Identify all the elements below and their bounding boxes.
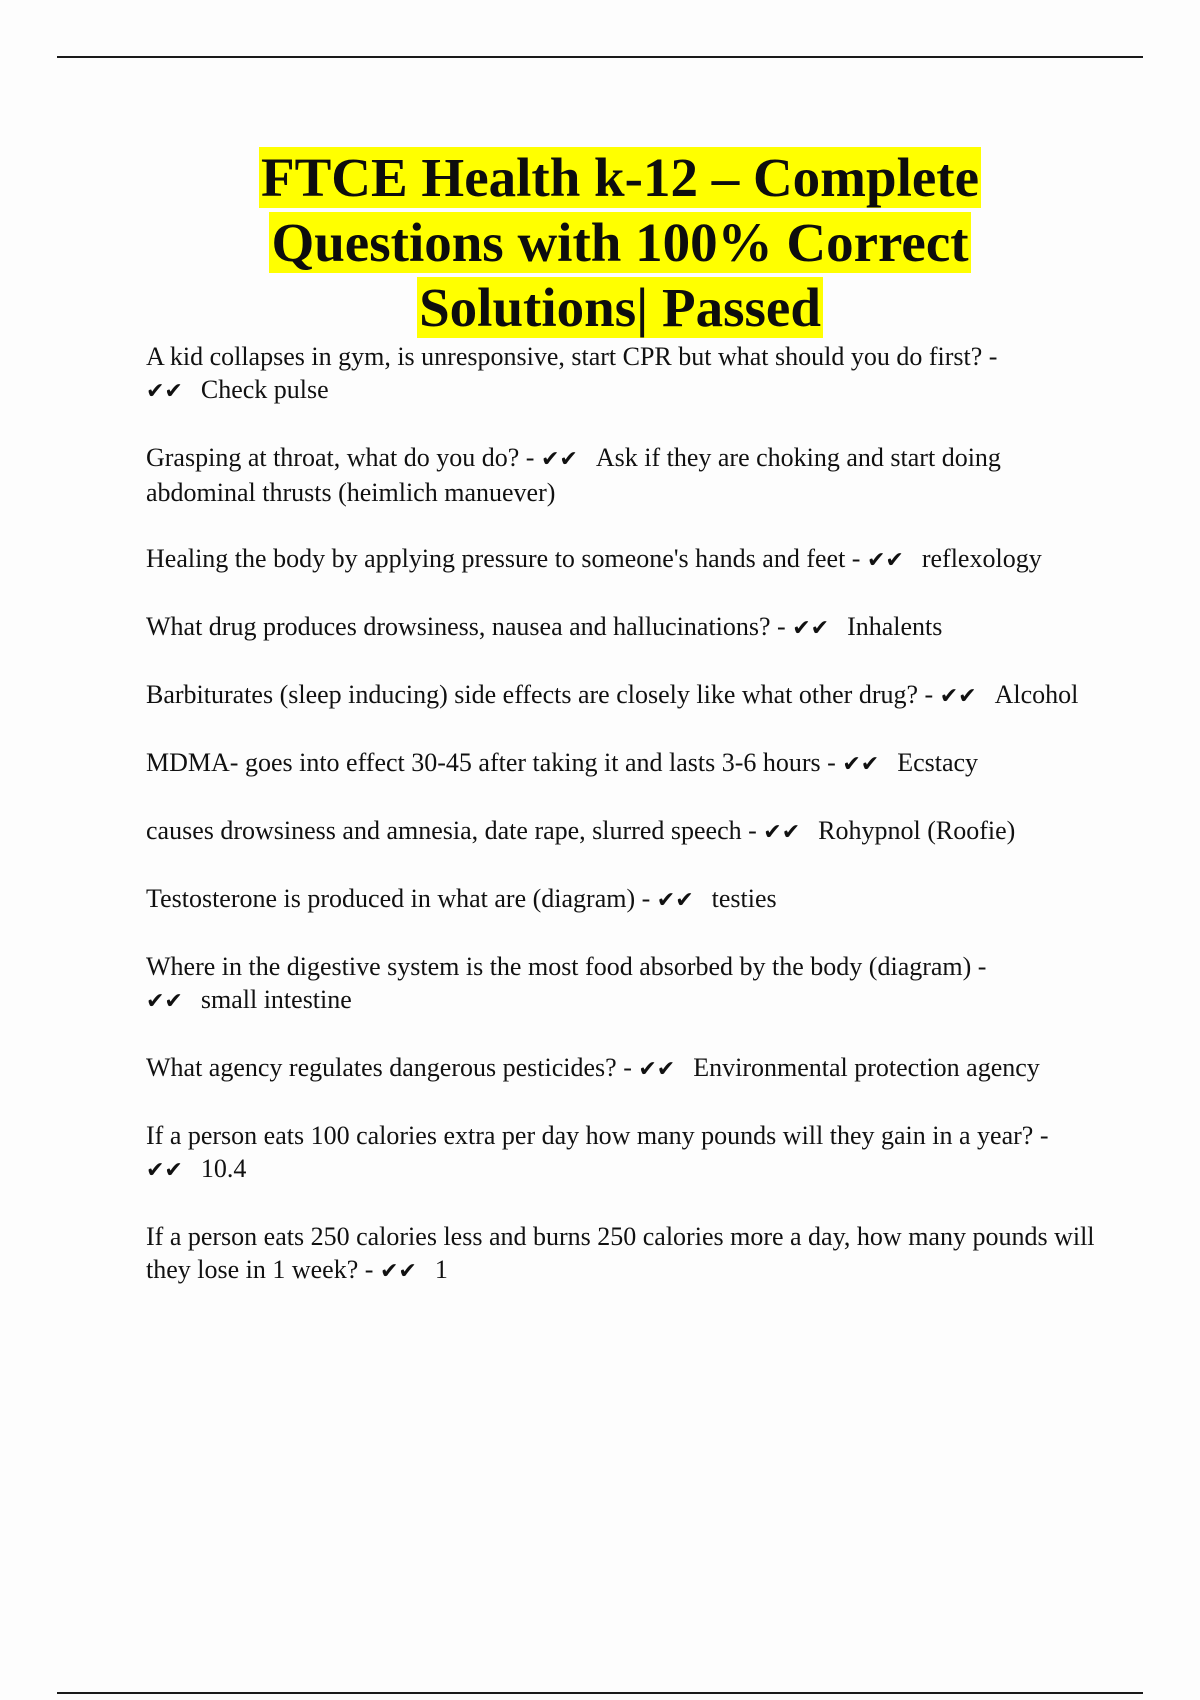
- qa-item: [146, 1119, 1096, 1187]
- page-title: [160, 145, 1080, 340]
- answer-text: Alcohol: [994, 680, 1079, 709]
- check-mark-icon: ✔✔: [866, 548, 904, 573]
- check-mark-icon: ✔✔: [763, 820, 801, 845]
- answer-text: 1: [434, 1255, 448, 1284]
- qa-list: [146, 340, 1096, 1321]
- page-title-highlight: FTCE Health k-12 – Complete Questions with 100% Correct Solutions| Passed: [260, 147, 979, 338]
- question-text: What drug produces drowsiness, nausea and hallucinations? -: [146, 612, 786, 641]
- question-text: A kid collapses in gym, is unresponsive, start CPR but what should you do first? -: [146, 342, 998, 371]
- answer-text: reflexology: [921, 544, 1042, 573]
- question-text: Healing the body by applying pressure to someone's hands and feet -: [146, 544, 861, 573]
- check-mark-icon: ✔✔: [146, 379, 183, 404]
- answer-text: Rohypnol (Roofie): [818, 816, 1016, 845]
- check-mark-icon: ✔✔: [939, 684, 977, 709]
- check-mark-icon: ✔✔: [656, 888, 694, 913]
- question-text: What agency regulates dangerous pesticides? -: [146, 1053, 632, 1082]
- bottom-rule: [57, 1692, 1143, 1694]
- check-mark-icon: ✔✔: [842, 752, 880, 777]
- qa-item: [146, 1051, 1096, 1086]
- check-mark-icon: ✔✔: [638, 1057, 676, 1082]
- question-text: If a person eats 100 calories extra per day how many pounds will they gain in a year? -: [146, 1121, 1049, 1150]
- question-text: MDMA- goes into effect 30-45 after taking it and lasts 3-6 hours -: [146, 748, 836, 777]
- question-text: Where in the digestive system is the most food absorbed by the body (diagram) -: [146, 952, 987, 981]
- qa-item: [146, 746, 1096, 781]
- answer-text: testies: [711, 884, 777, 913]
- answer-text: Environmental protection agency: [693, 1053, 1040, 1082]
- check-mark-icon: ✔✔: [379, 1259, 417, 1284]
- qa-item: [146, 610, 1096, 645]
- answer-text: Check pulse: [200, 375, 329, 404]
- qa-item: [146, 678, 1096, 713]
- qa-item: [146, 340, 1096, 408]
- qa-item: [146, 1220, 1096, 1288]
- qa-item: [146, 814, 1096, 849]
- question-text: causes drowsiness and amnesia, date rape, slurred speech -: [146, 816, 757, 845]
- question-text: Grasping at throat, what do you do? -: [146, 443, 535, 472]
- answer-text: Ask if they are choking and start doing abdominal thrusts (heimlich manuever): [146, 443, 1001, 507]
- answer-text: Inhalents: [847, 612, 943, 641]
- qa-item: [146, 542, 1096, 577]
- qa-item: [146, 950, 1096, 1018]
- question-text: If a person eats 250 calories less and burns 250 calories more a day, how many pounds will they lose in 1 week? -: [146, 1222, 1095, 1284]
- answer-text: small intestine: [200, 985, 352, 1014]
- qa-item: [146, 882, 1096, 917]
- question-text: Testosterone is produced in what are (diagram) -: [146, 884, 651, 913]
- check-mark-icon: ✔✔: [146, 1158, 183, 1183]
- answer-text: Ecstacy: [897, 748, 979, 777]
- answer-text: 10.4: [200, 1154, 247, 1183]
- top-rule: [57, 56, 1143, 58]
- title-block: [160, 145, 1080, 340]
- check-mark-icon: ✔✔: [792, 616, 830, 641]
- check-mark-icon: ✔✔: [540, 447, 578, 472]
- check-mark-icon: ✔✔: [146, 989, 183, 1014]
- question-text: Barbiturates (sleep inducing) side effects are closely like what other drug? -: [146, 680, 934, 709]
- qa-item: [146, 441, 1096, 509]
